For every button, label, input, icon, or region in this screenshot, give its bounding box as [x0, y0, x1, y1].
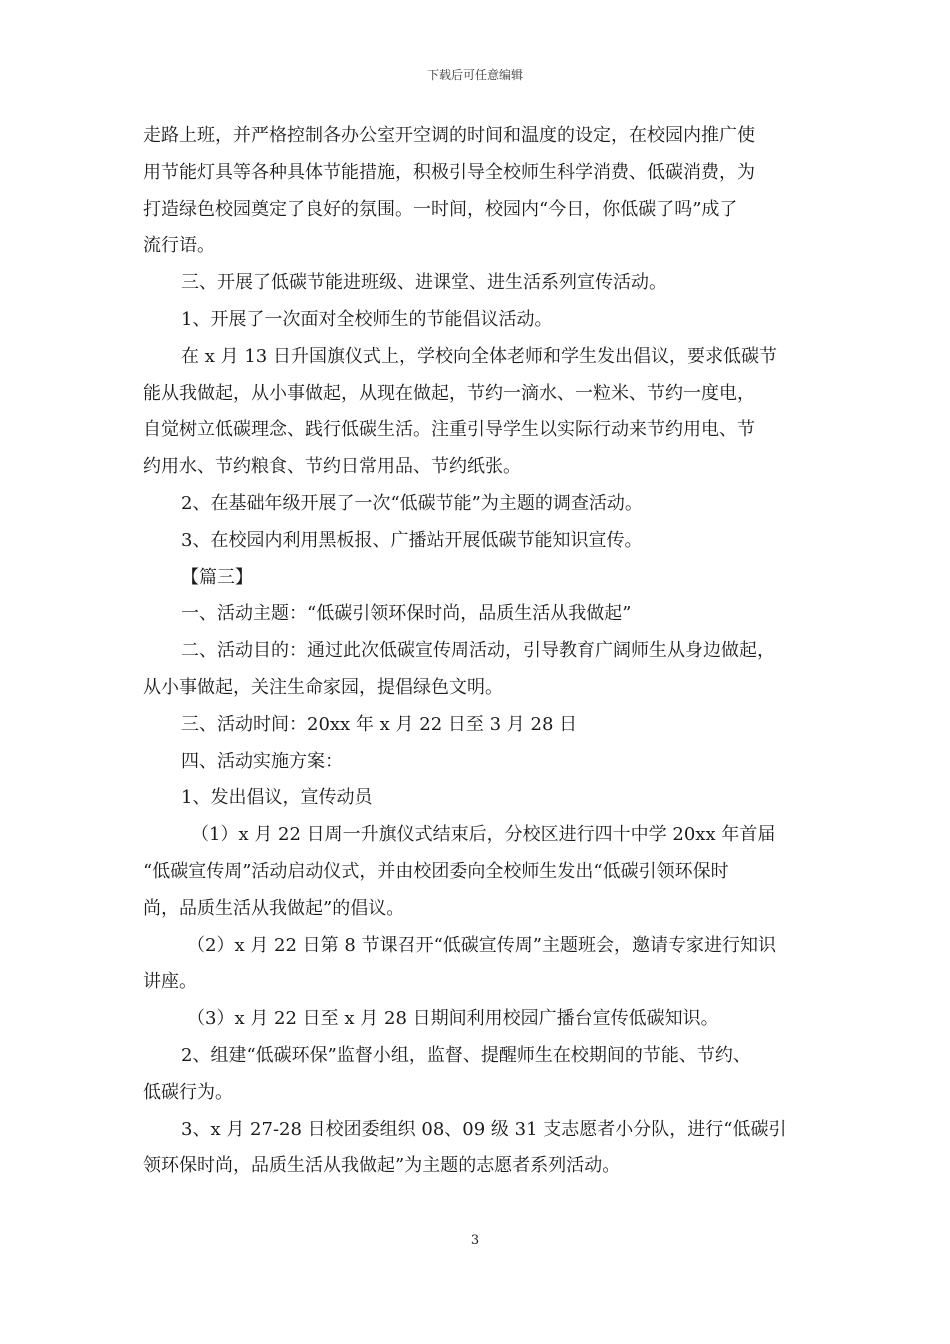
text-line: 三、开展了低碳节能进班级、进课堂、进生活系列宣传活动。 [181, 272, 667, 294]
text-line: 领环保时尚，品质生活从我做起”为主题的志愿者系列活动。 [143, 1155, 621, 1177]
text-line: 2、组建“低碳环保”监督小组，监督、提醒师生在校期间的节能、节约、 [181, 1044, 751, 1066]
text-line: 自觉树立低碳理念、践行低碳生活。注重引导学生以实际行动来节约用电、节 [143, 419, 755, 441]
text-line: （3）x 月 22 日至 x 月 28 日期间利用校园广播台宣传低碳知识。 [187, 1008, 719, 1030]
page-number: 3 [470, 1233, 480, 1248]
text-line: 三、活动时间：20xx 年 x 月 22 日至 3 月 28 日 [181, 713, 578, 735]
text-line: （2）x 月 22 日第 8 节课召开“低碳宣传周”主题班会，邀请专家进行知识 [187, 934, 776, 956]
text-line: 一、活动主题：“低碳引领环保时尚，品质生活从我做起” [181, 603, 632, 625]
text-line: 约用水、节约粮食、节约日常用品、节约纸张。 [143, 456, 521, 478]
text-line: “低碳宣传周”活动启动仪式，并由校团委向全校师生发出“低碳引领环保时 [143, 860, 729, 882]
text-line: 走路上班，并严格控制各办公室开空调的时间和温度的设定，在校园内推广使 [143, 125, 755, 146]
document-body [143, 118, 815, 1185]
text-line: 二、活动目的：通过此次低碳宣传周活动，引导教育广阔师生从身边做起， [181, 640, 775, 662]
text-line: 流行语。 [143, 235, 215, 257]
text-line: 1、发出倡议，宣传动员 [181, 787, 373, 809]
text-line: 打造绿色校园奠定了良好的氛围。一时间，校园内“今日，你低碳了吗”成了 [143, 198, 738, 220]
page-header: 下载后可任意编辑 [426, 68, 523, 82]
text-line: 3、在校园内利用黑板报、广播站开展低碳节能知识宣传。 [181, 529, 643, 551]
text-line: 2、在基础年级开展了一次“低碳节能”为主题的调查活动。 [181, 492, 643, 514]
text-line: 用节能灯具等各种具体节能措施，积极引导全校师生科学消费、低碳消费，为 [143, 161, 755, 183]
text-line: 四、活动实施方案： [181, 750, 343, 772]
text-line: 低碳行为。 [143, 1081, 233, 1103]
text-line: 在 x 月 13 日升国旗仪式上，学校向全体老师和学生发出倡议，要求低碳节 [181, 345, 777, 367]
text-line: 从小事做起，关注生命家园，提倡绿色文明。 [143, 676, 503, 698]
text-line: 3、x 月 27-28 日校团委组织 08、09 级 31 支志愿者小分队，进行“低碳引 [181, 1118, 787, 1140]
text-line: 能从我做起，从小事做起，从现在做起，节约一滴水、一粒米、节约一度电， [143, 382, 755, 404]
text-line: 讲座。 [143, 971, 197, 993]
text-line: 1、开展了一次面对全校师生的节能倡议活动。 [181, 308, 553, 330]
text-line: 尚，品质生活从我做起”的倡议。 [143, 897, 405, 919]
text-line: 【篇三】 [181, 566, 253, 588]
text-line: （1）x 月 22 日周一升旗仪式结束后，分校区进行四十中学 20xx 年首届 [191, 824, 776, 846]
